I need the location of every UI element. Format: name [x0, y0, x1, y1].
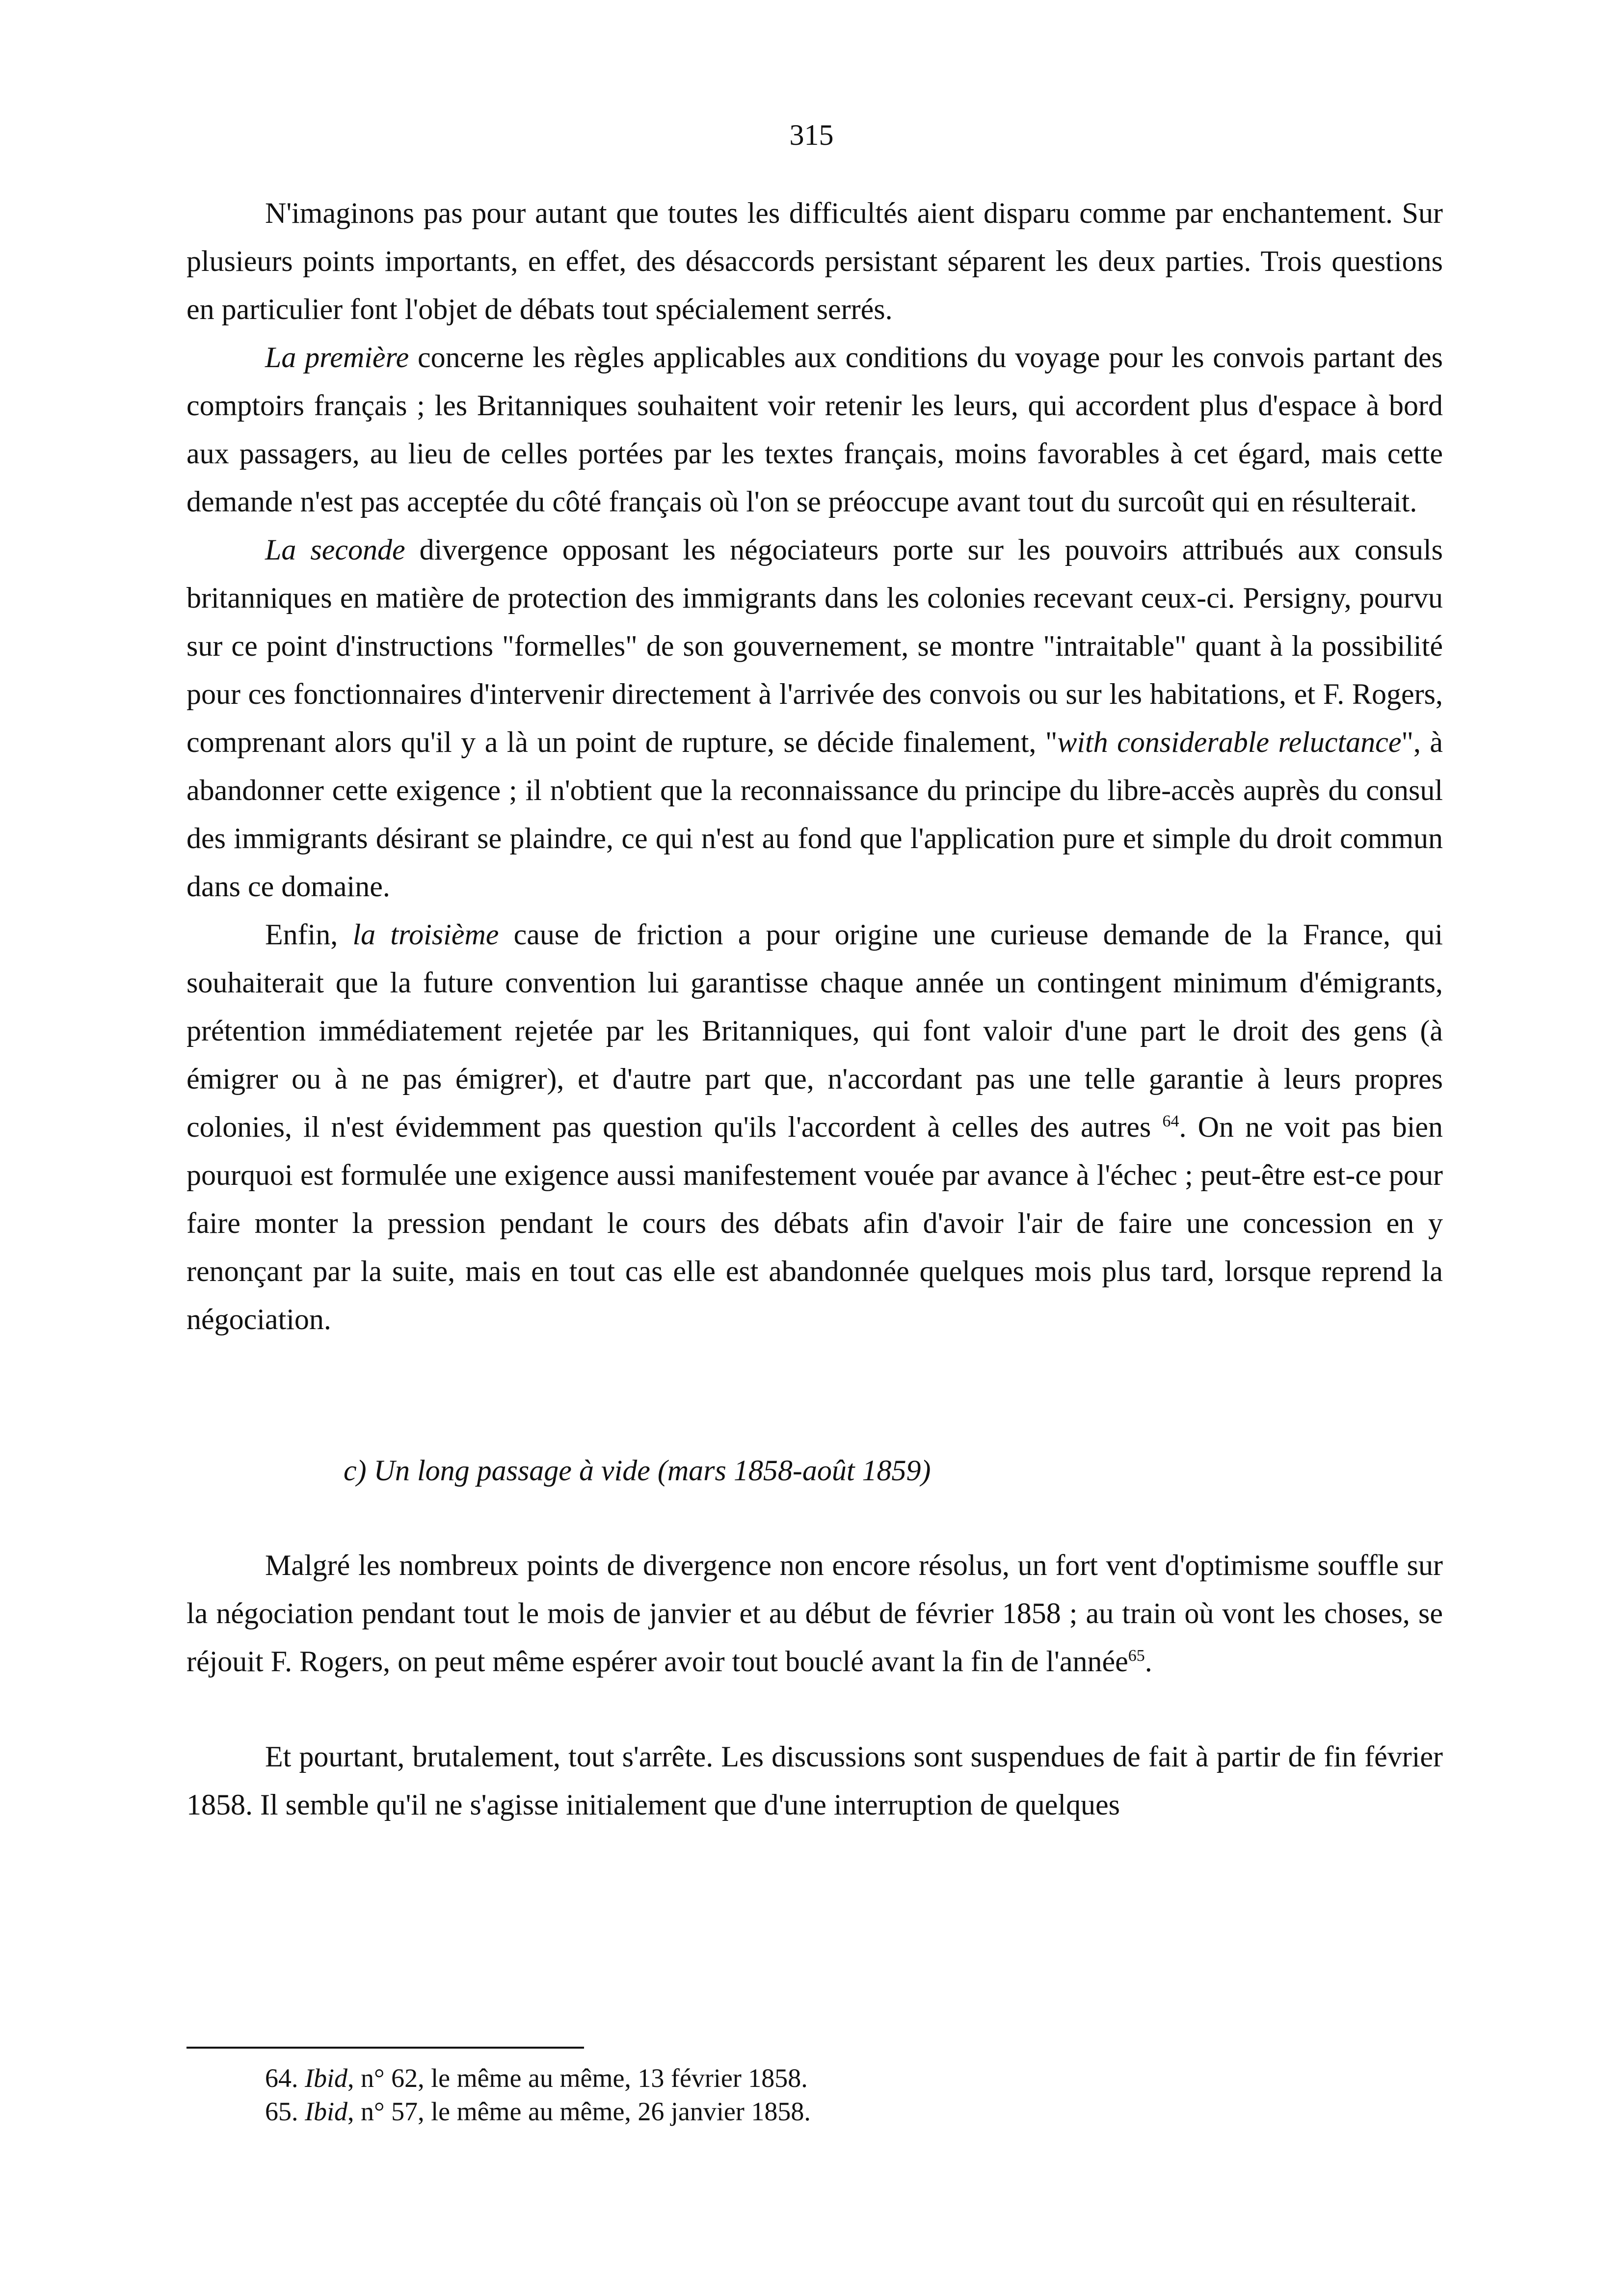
paragraph	[186, 189, 1443, 333]
italic-text: with considerable reluctance	[1057, 726, 1402, 758]
text-run: Malgré les nombreux points de divergence non encore résolus, un fort vent d'optimisme souffle sur la négociation pendant tout le mois de janvier et au début de février 1858 ; au train où vont les choses, se réjouit F. Rogers, on peut même espérer avoir tout bouclé avant la fin de l'année	[186, 1549, 1443, 1678]
italic-text: La première	[265, 341, 409, 374]
text-run: , n° 57, le même au même, 26 janvier 1858.	[347, 2097, 811, 2126]
text-run: 64.	[265, 2063, 305, 2093]
italic-text: Ibid	[305, 2063, 347, 2093]
footnote	[265, 2095, 1394, 2128]
paragraph	[186, 1541, 1443, 1685]
footnotes	[265, 2061, 1394, 2128]
italic-text: la troisième	[352, 918, 499, 951]
footnote	[265, 2061, 1394, 2095]
paragraph	[186, 526, 1443, 910]
text-run: .	[1144, 1645, 1152, 1678]
paragraph	[186, 333, 1443, 526]
italic-text: La seconde	[265, 534, 405, 566]
text-run: , n° 62, le même au même, 13 février 1858.	[347, 2063, 808, 2093]
paragraph-spacer	[186, 1685, 1443, 1733]
page-number: 315	[789, 119, 834, 151]
italic-text: Ibid	[305, 2097, 347, 2126]
paragraph	[186, 910, 1443, 1343]
body-text	[186, 189, 1443, 1829]
text-run: ", à abandonner cette exigence ; il n'obtient que la reconnaissance du principe du libre-accès auprès du consul des immigrants désirant se plaindre, ce qui n'est au fond que l'application pure et simple du droit commun dans ce domaine.	[186, 726, 1443, 903]
text-run: concerne les règles applicables aux conditions du voyage pour les convois partant des comptoirs français ; les Britanniques souhaitent voir retenir les leurs, qui accordent plus d'espace à bord aux passagers, au lieu de celles portées par les textes français, moins favorables à cet égard, mais cette demande n'est pas acceptée du côté français où l'on se préoccupe avant tout du surcoût qui en résulterait.	[186, 341, 1443, 518]
section-spacer	[186, 1343, 1443, 1446]
footnote-ref: 65	[1128, 1647, 1145, 1665]
paragraph	[186, 1733, 1443, 1829]
section-heading: c) Un long passage à vide (mars 1858-août 1859)	[344, 1454, 931, 1487]
text-run: cause de friction a pour origine une curieuse demande de la France, qui souhaiterait que la future convention lui garantisse chaque année un contingent minimum d'émigrants, prétention immédiatement rejetée par les Britanniques, qui font valoir d'une part le droit des gens (à émigrer ou à ne pas émigrer), et d'autre part que, n'accordant pas une telle garantie à leurs propres colonies, il n'est évidemment pas question qu'ils l'accordent à celles des autres	[186, 918, 1443, 1143]
footnote-ref: 64	[1162, 1112, 1179, 1130]
text-run: 65.	[265, 2097, 305, 2126]
footnote-separator	[186, 2047, 584, 2049]
text-run: Et pourtant, brutalement, tout s'arrête. Les discussions sont suspendues de fait à partir de fin février 1858. Il semble qu'il ne s'agisse initialement que d'une interruption de quelques	[186, 1740, 1443, 1821]
heading-spacer	[186, 1495, 1443, 1541]
text-run: . On ne voit pas bien pourquoi est formulée une exigence aussi manifestement vouée par avance à l'échec ; peut-être est-ce pour faire monter la pression pendant le cours des débats afin d'avoir l'air de faire une concession en y renonçant par la suite, mais en tout cas elle est abandonnée quelques mois plus tard, lorsque reprend la négociation.	[186, 1111, 1443, 1335]
text-run: Enfin,	[265, 918, 353, 951]
text-run: N'imaginons pas pour autant que toutes les difficultés aient disparu comme par enchantement. Sur plusieurs points importants, en effet, des désaccords persistant séparent les deux parties. Trois questions en particulier font l'objet de débats tout spécialement serrés.	[186, 197, 1443, 325]
text-run: divergence opposant les négociateurs porte sur les pouvoirs attribués aux consuls britanniques en matière de protection des immigrants dans les colonies recevant ceux-ci. Persigny, pourvu sur ce point d'instructions "formelles" de son gouvernement, se montre "intraitable" quant à la possibilité pour ces fonctionnaires d'intervenir directement à l'arrivée des convois ou sur les habitations, et F. Rogers, comprenant alors qu'il y a là un point de rupture, se décide finalement, "	[186, 534, 1443, 758]
